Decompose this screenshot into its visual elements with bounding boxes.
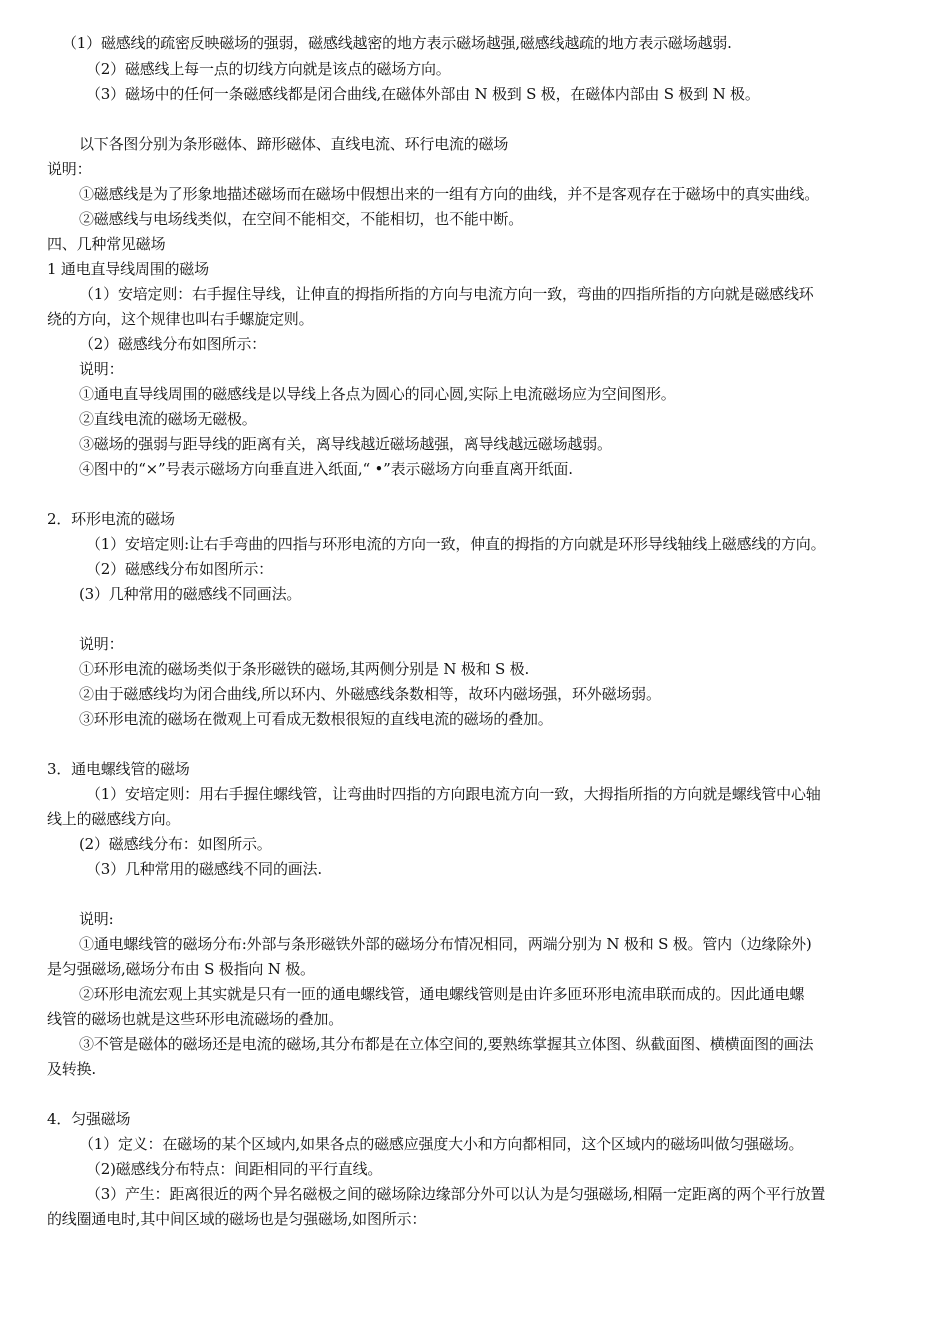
section-heading: 四、几种常见磁场	[47, 235, 166, 253]
text-line: 的线圈通电时,其中间区域的磁场也是匀强磁场,如图所示：	[47, 1210, 427, 1228]
text-line: ①通电直导线周围的磁感线是以导线上各点为圆心的同心圆,实际上电流磁场应为空间图形。	[79, 385, 676, 403]
text-line: ②直线电流的磁场无磁极。	[79, 410, 257, 428]
text-line: （3）几种常用的磁感线不同的画法.	[86, 860, 322, 878]
text-line: (2）磁感线分布：如图所示。	[79, 835, 272, 853]
text-line: ①磁感线是为了形象地描述磁场而在磁场中假想出来的一组有方向的曲线，并不是客观存在于磁场中的真实曲线。	[79, 185, 820, 203]
text-line: （2）磁感线分布如图所示：	[86, 560, 273, 578]
text-line: （1）安培定则：右手握住导线，让伸直的拇指所指的方向与电流方向一致，弯曲的四指所指的方向就是磁感线环	[79, 285, 814, 303]
text-line: ②磁感线与电场线类似，在空间不能相交，不能相切，也不能中断。	[79, 210, 524, 228]
text-line: ③不管是磁体的磁场还是电流的磁场,其分布都是在立体空间的,要熟练掌握其立体图、纵截面图、横横面图的画法	[79, 1035, 814, 1053]
text-line: 说明：	[79, 635, 124, 653]
text-line: 及转换.	[47, 1060, 96, 1078]
text-line: （1）定义：在磁场的某个区域内,如果各点的磁感应强度大小和方向都相同，这个区域内的磁场叫做匀强磁场。	[79, 1135, 804, 1153]
text-line: （1）安培定则:让右手弯曲的四指与环形电流的方向一致，伸直的拇指的方向就是环形导线轴线上磁感线的方向。	[86, 535, 826, 553]
text-line: （2)磁感线分布特点：间距相同的平行直线。	[86, 1160, 383, 1178]
text-line: ③环形电流的磁场在微观上可看成无数根很短的直线电流的磁场的叠加。	[79, 710, 553, 728]
text-line: 以下各图分别为条形磁体、蹄形磁体、直线电流、环行电流的磁场	[79, 135, 509, 153]
section-heading: 3．通电螺线管的磁场	[47, 760, 190, 778]
text-line: （1）安培定则：用右手握住螺线管，让弯曲时四指的方向跟电流方向一致，大拇指所指的方向就是螺线管中心轴	[86, 785, 821, 803]
text-line: ②由于磁感线均为闭合曲线,所以环内、外磁感线条数相等，故环内磁场强，环外磁场弱。	[79, 685, 661, 703]
text-line: ①通电螺线管的磁场分布:外部与条形磁铁外部的磁场分布情况相同，两端分别为 N 极和 S 极。管内（边缘除外)	[79, 935, 812, 953]
text-line: （1）磁感线的疏密反映磁场的强弱，磁感线越密的地方表示磁场越强,磁感线越疏的地方表示磁场越弱.	[62, 34, 732, 52]
text-line: (3）几种常用的磁感线不同画法。	[79, 585, 302, 603]
text-line: （2）磁感线分布如图所示：	[79, 335, 266, 353]
text-line: 说明:	[79, 910, 114, 928]
text-line: 绕的方向，这个规律也叫右手螺旋定则。	[47, 310, 314, 328]
section-heading: 1 通电直导线周围的磁场	[47, 260, 209, 278]
text-line: 说明：	[47, 160, 92, 178]
text-line: （2）磁感线上每一点的切线方向就是该点的磁场方向。	[86, 60, 451, 78]
text-line: ③磁场的强弱与距导线的距离有关，离导线越近磁场越强，离导线越远磁场越弱。	[79, 435, 612, 453]
section-heading: 4．匀强磁场	[47, 1110, 131, 1128]
text-line: ④图中的“×”号表示磁场方向垂直进入纸面,“ •”表示磁场方向垂直离开纸面.	[79, 460, 573, 478]
section-heading: 2．环形电流的磁场	[47, 510, 175, 528]
text-line: （3）磁场中的任何一条磁感线都是闭合曲线,在磁体外部由 N 极到 S 极，在磁体内部由 S 极到 N 极。	[86, 85, 760, 103]
text-line: 是匀强磁场,磁场分布由 S 极指向 N 极。	[47, 960, 315, 978]
text-line: 线管的磁场也就是这些环形电流磁场的叠加。	[47, 1010, 344, 1028]
text-line: （3）产生：距离很近的两个异名磁极之间的磁场除边缘部分外可以认为是匀强磁场,相隔一定距离的两个平行放置	[86, 1185, 826, 1203]
text-line: ①环形电流的磁场类似于条形磁铁的磁场,其两侧分别是 N 极和 S 极.	[79, 660, 530, 678]
text-line: 说明：	[79, 360, 124, 378]
text-line: 线上的磁感线方向。	[47, 810, 181, 828]
text-line: ②环形电流宏观上其实就是只有一匝的通电螺线管，通电螺线管则是由许多匝环形电流串联而成的。因此通电螺	[79, 985, 805, 1003]
